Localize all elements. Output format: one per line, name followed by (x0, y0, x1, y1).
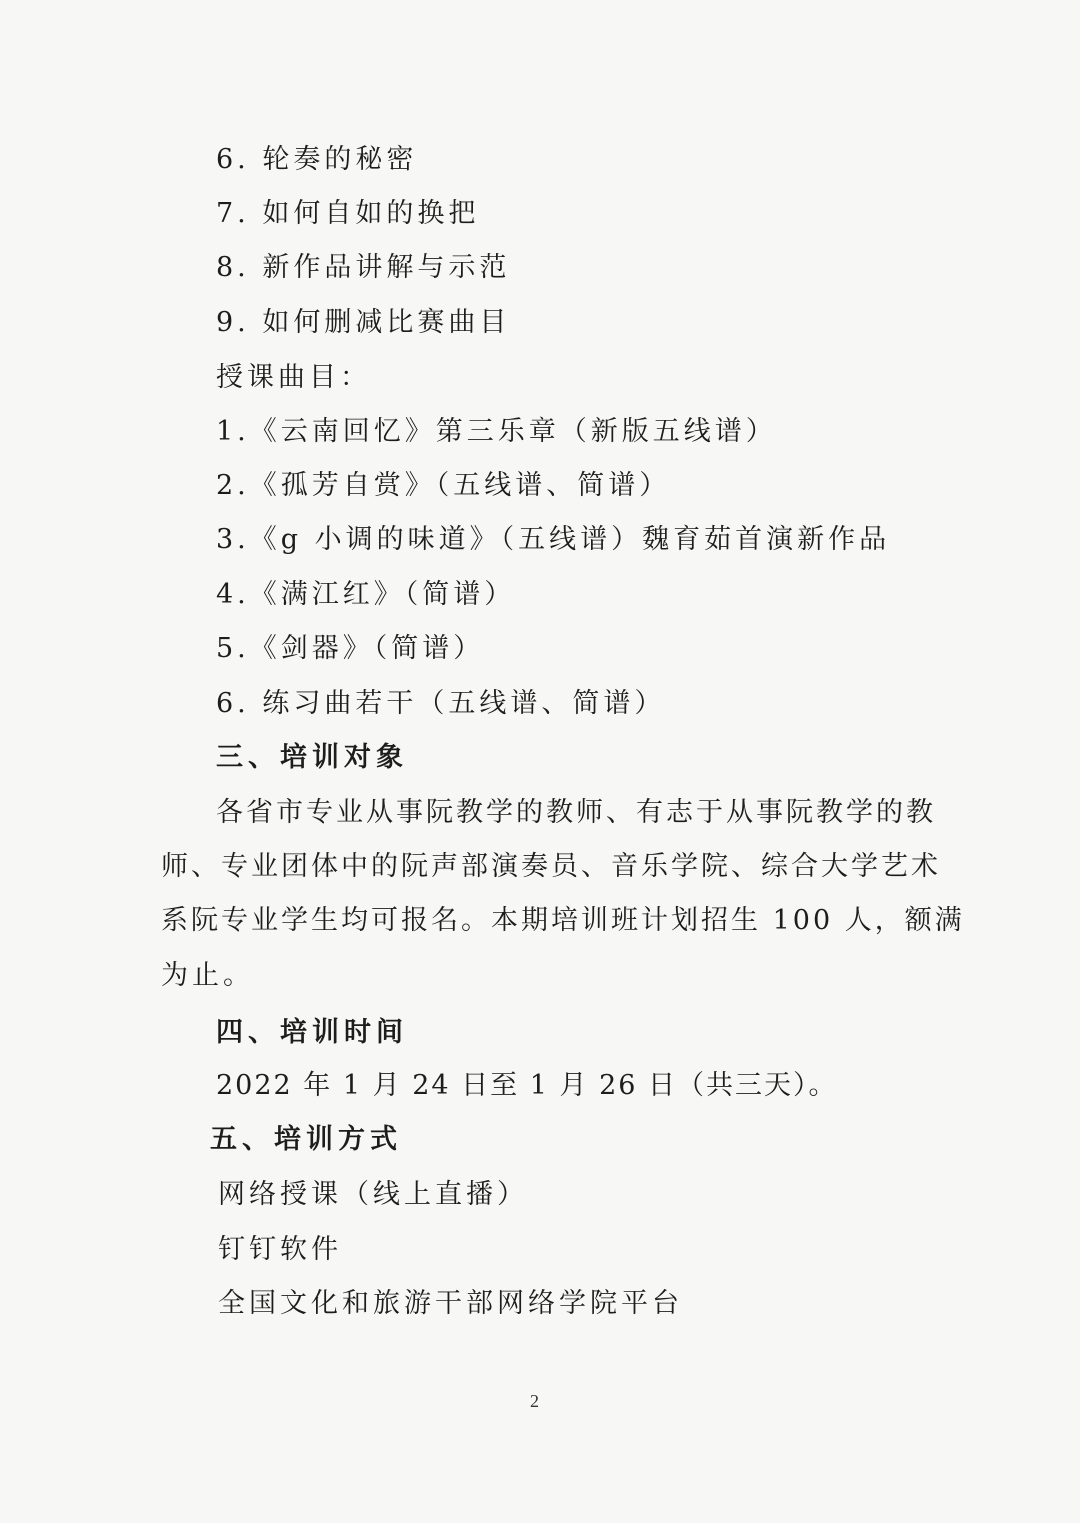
section-3-heading: 三、培训对象 (216, 742, 408, 773)
section-3-paragraph-line: 系阮专业学生均可报名。本期培训班计划招生 100 人，额满 (161, 905, 965, 936)
repertoire-item: 6. 练习曲若干（五线谱、简谱） (216, 688, 666, 719)
section-5-heading: 五、培训方式 (210, 1124, 402, 1155)
section-4-heading: 四、培训时间 (216, 1017, 408, 1048)
repertoire-item: 2.《孤芳自赏》（五线谱、简谱） (216, 470, 671, 501)
repertoire-item: 3.《g 小调的味道》（五线谱）魏育茹首演新作品 (216, 524, 891, 555)
section-3-paragraph-line: 各省市专业从事阮教学的教师、有志于从事阮教学的教 (216, 797, 936, 828)
training-method-item: 钉钉软件 (218, 1234, 342, 1265)
course-topic-item: 9. 如何删减比赛曲目 (216, 307, 511, 338)
section-3-paragraph-line: 师、专业团体中的阮声部演奏员、音乐学院、综合大学艺术 (161, 851, 941, 882)
course-topic-item: 6. 轮奏的秘密 (216, 144, 418, 175)
repertoire-heading: 授课曲目： (216, 362, 371, 393)
repertoire-item: 5.《剑器》（简谱） (216, 633, 485, 664)
training-dates: 2022 年 1 月 24 日至 1 月 26 日（共三天）。 (216, 1070, 838, 1101)
training-method-item: 全国文化和旅游干部网络学院平台 (218, 1288, 683, 1319)
course-topic-item: 8. 新作品讲解与示范 (216, 252, 511, 283)
section-3-paragraph-line: 为止。 (161, 960, 254, 991)
repertoire-item: 4.《满江红》（简谱） (216, 579, 516, 610)
page-number: 2 (530, 1391, 539, 1411)
training-method-item: 网络授课（线上直播） (218, 1179, 528, 1210)
repertoire-item: 1.《云南回忆》第三乐章（新版五线谱） (216, 416, 777, 447)
course-topic-item: 7. 如何自如的换把 (216, 198, 480, 229)
